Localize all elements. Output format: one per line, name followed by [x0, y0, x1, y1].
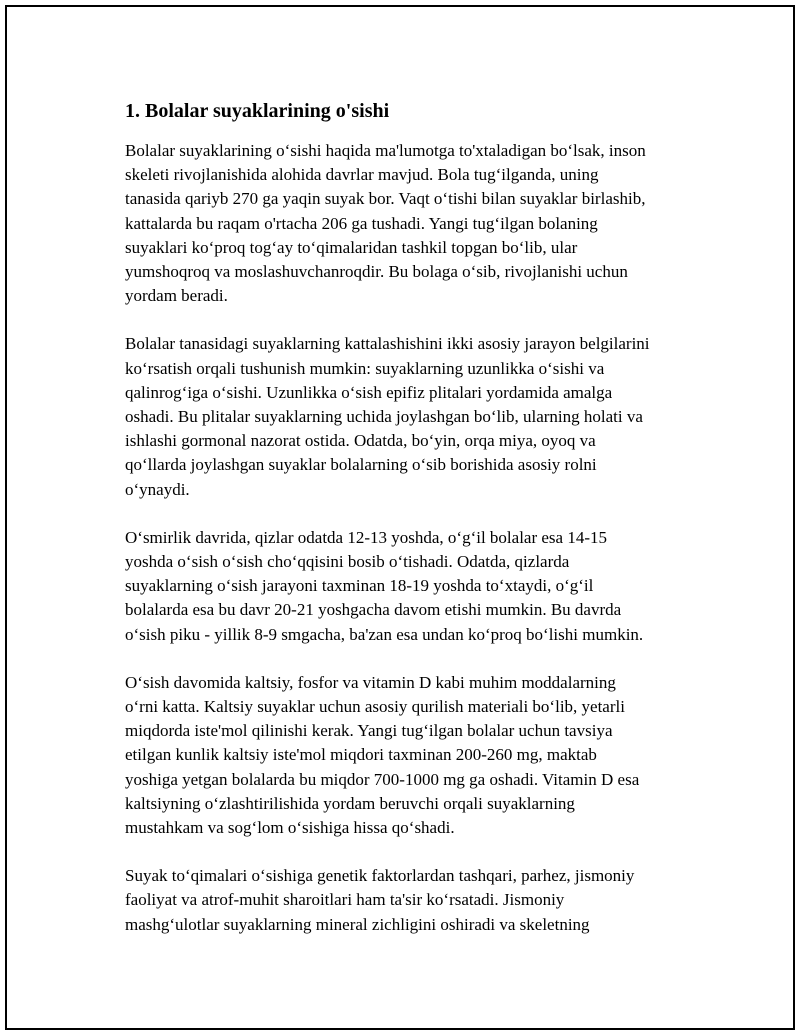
page-frame [5, 5, 795, 1030]
paragraph-4: O‘sish davomida kaltsiy, fosfor va vitamin D kabi muhim moddalarning o‘rni katta. Kaltsiy suyaklar uchun asosiy qurilish materiali bo‘lib, yetarli miqdorda iste'mol qilinishi kerak. Yangi tug‘ilgan bolalar uchun tavsiya etilgan kunlik kaltsiy iste'mol miqdori taxminan 200-260 mg, maktab yoshiga yetgan bolalarda bu miqdor 700-1000 mg ga oshadi. Vitamin D esa kaltsiyning o‘zlashtirilishida yordam beruvchi orqali suyaklarning mustahkam va sog‘lom o‘sishiga hissa qo‘shadi. [125, 672, 640, 838]
paragraph-3: O‘smirlik davrida, qizlar odatda 12-13 yoshda, o‘g‘il bolalar esa 14-15 yoshda o‘sish o‘sish cho‘qqisini bosib o‘tishadi. Odatda, qizlarda suyaklarning o‘sish jarayoni taxminan 18-19 yoshda to‘xtaydi, o‘g‘il bolalarda esa bu davr 20-21 yoshgacha davom etishi mumkin. Bu davrda o‘sish piku - yillik 8-9 smgacha, ba'zan esa undan ko‘proq bo‘lishi mumkin. [125, 527, 644, 644]
paragraph-2: Bolalar tanasidagi suyaklarning kattalashishini ikki asosiy jarayon belgilarini ko‘rsatish orqali tushunish mumkin: suyaklarning uzunlikka o‘sishi va qalinrog‘iga o‘sishi. Uzunlikka o‘sish epifiz plitalari yordamida amalga oshadi. Bu plitalar suyaklarning uchida joylashgan bo‘lib, ularning holati va ishlashi gormonal nazorat ostida. Odatda, bo‘yin, orqa miya, oyoq va qo‘llarda joylashgan suyaklar bolalarning o‘sib borishida asosiy rolni o‘ynaydi. [125, 334, 650, 499]
section-heading: 1. Bolalar suyaklarining o'sishi [125, 100, 390, 122]
paragraph-5: Suyak to‘qimalari o‘sishiga genetik faktorlardan tashqari, parhez, jismoniy faoliyat va atrof-muhit sharoitlari ham ta'sir ko‘rsatadi. Jismoniy mashg‘ulotlar suyaklarning mineral zichligini oshiradi va skeletning [125, 866, 635, 934]
document-body [125, 97, 705, 961]
paragraph-1: Bolalar suyaklarining o‘sishi haqida ma'lumotga to'xtaladigan bo‘lsak, inson skeleti rivojlanishida alohida davrlar mavjud. Bola tug‘ilganda, uning tanasida qariyb 270 ga yaqin suyak bor. Vaqt o‘tishi bilan suyaklar birlashib, kattalarda bu raqam o'rtacha 206 ga tushadi. Yangi tug‘ilgan bolaning suyaklari ko‘proq tog‘ay to‘qimalaridan tashkil topgan bo‘lib, ular yumshoqroq va moslashuvchanroqdir. Bu bolaga o‘sib, rivojlanishi uchun yordam beradi. [125, 141, 646, 306]
